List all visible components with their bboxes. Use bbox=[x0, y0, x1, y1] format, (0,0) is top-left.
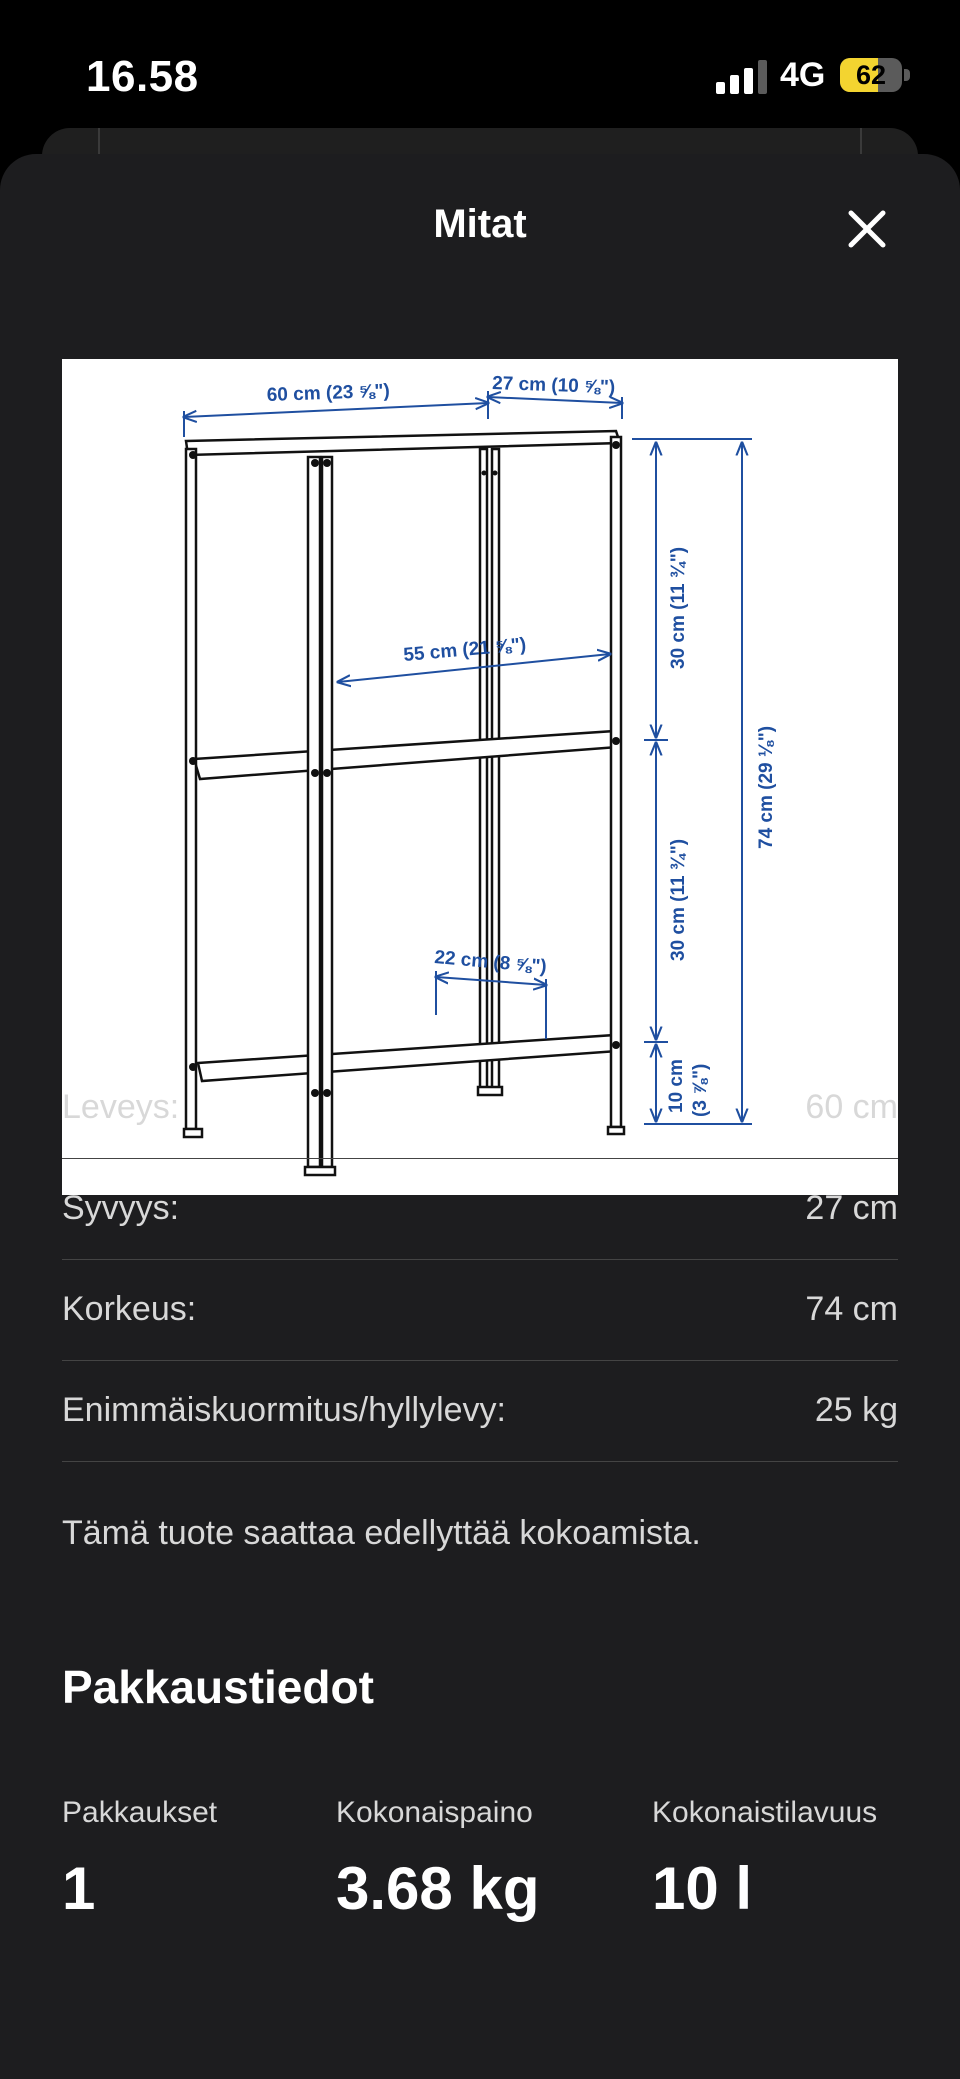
depth-label: 27 cm (10 ⅝") bbox=[491, 373, 616, 399]
spec-label: Korkeus: bbox=[62, 1290, 197, 1328]
spec-label: Enimmäiskuormitus/hyllylevy: bbox=[62, 1391, 506, 1429]
packaging-value: 10 l bbox=[652, 1855, 753, 1922]
packaging-volume bbox=[652, 1796, 877, 1923]
close-icon[interactable] bbox=[838, 200, 896, 258]
inner-depth-label: 22 cm (8 ⅝") bbox=[433, 947, 548, 978]
signal-strength-icon bbox=[716, 60, 768, 94]
spec-label: Syvyys: bbox=[62, 1189, 180, 1227]
spec-row-height bbox=[62, 1260, 898, 1361]
packaging-label: Kokonaistilavuus bbox=[652, 1796, 878, 1829]
spec-value: 25 kg bbox=[814, 1391, 898, 1429]
packaging-title: Pakkaustiedot bbox=[62, 1661, 374, 1713]
packaging-weight bbox=[336, 1796, 539, 1923]
shelf-gap-top-label: 30 cm (11 ¾") bbox=[668, 546, 689, 669]
packaging-count bbox=[62, 1796, 217, 1923]
floor-gap-label: 10 cm bbox=[666, 1059, 687, 1113]
status-time: 16.58 bbox=[86, 52, 199, 101]
spec-row-depth bbox=[62, 1159, 898, 1260]
spec-list bbox=[62, 1058, 898, 1462]
shelf-gap-mid-label: 30 cm (11 ¾") bbox=[668, 838, 689, 961]
packaging-value: 3.68 kg bbox=[336, 1855, 540, 1922]
spec-value: 27 cm bbox=[805, 1189, 898, 1227]
spec-value: 60 cm bbox=[805, 1088, 898, 1126]
spec-value: 74 cm bbox=[805, 1290, 898, 1328]
packaging-value: 1 bbox=[62, 1855, 96, 1922]
width-label: 60 cm (23 ⅝") bbox=[266, 380, 391, 406]
status-bar bbox=[0, 0, 960, 140]
spec-row-width bbox=[62, 1058, 898, 1159]
packaging-label: Pakkaukset bbox=[62, 1796, 218, 1829]
spec-row-max-load bbox=[62, 1361, 898, 1462]
packaging-label: Kokonaispaino bbox=[336, 1796, 533, 1829]
floor-gap-inch-label: (3 ⅞") bbox=[690, 1063, 711, 1117]
assembly-note: Tämä tuote saattaa edellyttää kokoamista. bbox=[62, 1514, 701, 1552]
battery-icon bbox=[840, 58, 910, 92]
inner-width-label: 55 cm (21 ⅝") bbox=[402, 634, 528, 666]
sheet-title: Mitat bbox=[433, 202, 527, 246]
battery-level: 62 bbox=[855, 60, 887, 90]
spec-label: Leveys: bbox=[62, 1088, 180, 1126]
network-type: 4G bbox=[780, 56, 826, 94]
total-height-label: 74 cm (29 ⅛") bbox=[756, 725, 777, 849]
